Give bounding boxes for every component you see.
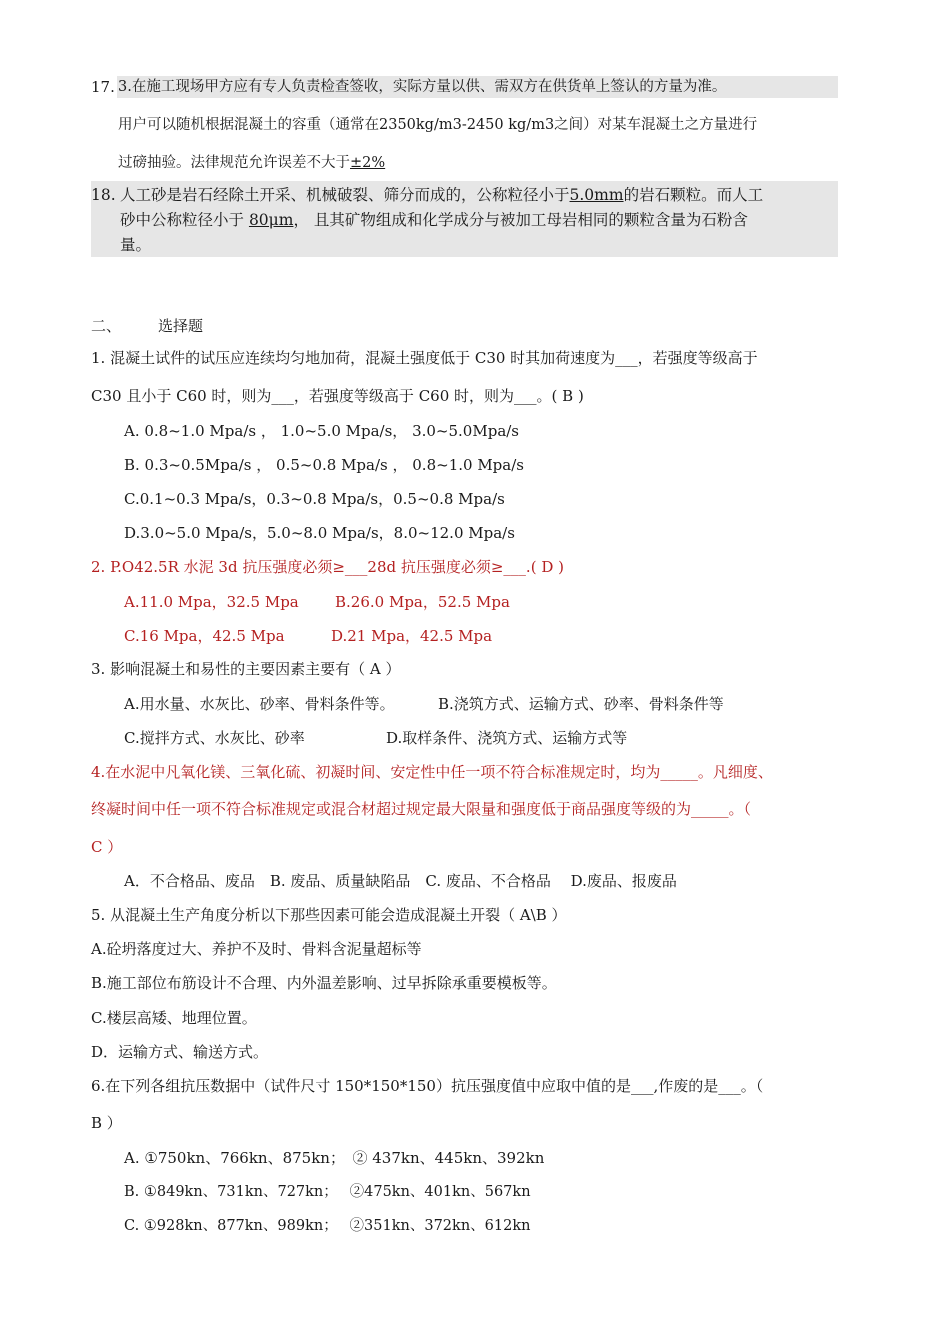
q5-line1: 5. 从混凝土生产角度分析以下那些因素可能会造成混凝土开裂（ A\B ） bbox=[91, 906, 567, 924]
q4-line3: C ） bbox=[91, 838, 123, 856]
q2-option-c: C.16 Mpa，42.5 Mpa bbox=[124, 627, 285, 645]
q1-line2: C30 且小于 C60 时，则为___，若强度等级高于 C60 时，则为___。( B ) bbox=[91, 387, 584, 405]
q18-line1-text: 人工砂是岩石经除土开采、机械破裂、筛分而成的，公称粒径小于 bbox=[120, 186, 570, 204]
q5-option-a: A.砼坍落度过大、养护不及时、骨料含泥量超标等 bbox=[91, 940, 422, 958]
q6-option-a: A. ①750kn、766kn、875kn； ② 437kn、445kn、392kn bbox=[124, 1149, 545, 1167]
q1-option-c: C.0.1~0.3 Mpa/s，0.3~0.8 Mpa/s，0.5~0.8 Mpa/s bbox=[124, 490, 505, 508]
q17-line3 bbox=[118, 152, 385, 174]
q4-line1: 4.在水泥中凡氧化镁、三氧化硫、初凝时间、安定性中任一项不符合标准规定时，均为_____。凡细度、 bbox=[91, 763, 773, 781]
q2-option-a: A.11.0 Mpa，32.5 Mpa bbox=[124, 593, 299, 611]
section2-title: 选择题 bbox=[158, 317, 204, 335]
q4-line2: 终凝时间中任一项不符合标准规定或混合材超过规定最大限量和强度低于商品强度等级的为_____。（ bbox=[91, 800, 752, 818]
q1-line1: 1. 混凝土试件的试压应连续均匀地加荷，混凝土强度低于 C30 时其加荷速度为___，若强度等级高于 bbox=[91, 349, 758, 367]
q6-option-c: C. ①928kn、877kn、989kn； ②351kn、372kn、612kn bbox=[124, 1218, 531, 1234]
q5-option-b: B.施工部位布筋设计不合理、内外温差影响、过早拆除承重要模板等。 bbox=[91, 974, 557, 992]
q2-option-d: D.21 Mpa，42.5 Mpa bbox=[331, 627, 493, 645]
q18-number: 18. bbox=[91, 186, 116, 204]
q17-line1: 3.在施工现场甲方应有专人负责检查签收，实际方量以供、需双方在供货单上签认的方量为准。 bbox=[118, 79, 727, 95]
q18-line3: 量。 bbox=[120, 236, 152, 254]
q1-option-b: B. 0.3~0.5Mpa/s ， 0.5~0.8 Mpa/s ， 0.8~1.0 Mpa/s bbox=[124, 456, 524, 474]
q3-option-b: B.浇筑方式、运输方式、砂率、骨料条件等 bbox=[438, 695, 724, 713]
q2-line1: 2. P.O42.5R 水泥 3d 抗压强度必须≥___28d 抗压强度必须≥___.( D ) bbox=[91, 558, 564, 576]
q17-number: 17. bbox=[91, 78, 115, 96]
q5-option-d: D．运输方式、输送方式。 bbox=[91, 1043, 269, 1061]
q6-option-b: B. ①849kn、731kn、727kn； ②475kn、401kn、567kn bbox=[124, 1184, 531, 1200]
q2-option-b: B.26.0 Mpa，52.5 Mpa bbox=[335, 593, 510, 611]
q18-line1 bbox=[120, 184, 763, 206]
q17-answer: ±2% bbox=[350, 155, 386, 171]
q18-line2 bbox=[120, 209, 748, 231]
q3-line1: 3. 影响混凝土和易性的主要因素主要有（ A ） bbox=[91, 660, 401, 678]
q17-line3-text: 过磅抽验。法律规范允许误差不大于 bbox=[118, 155, 350, 171]
q17-line2: 用户可以随机根据混凝土的容重（通常在2350kg/m3-2450 kg/m3之间）对某车混凝土之方量进行 bbox=[118, 117, 758, 133]
q1-option-d: D.3.0~5.0 Mpa/s，5.0~8.0 Mpa/s，8.0~12.0 Mpa/s bbox=[124, 524, 515, 542]
q18-line2-text: 砂中公称粒径小于 bbox=[120, 211, 249, 229]
q3-option-a: A.用水量、水灰比、砂率、骨料条件等。 bbox=[124, 695, 395, 713]
q3-option-d: D.取样条件、浇筑方式、运输方式等 bbox=[386, 729, 628, 747]
q1-option-a: A. 0.8~1.0 Mpa/s ， 1.0~5.0 Mpa/s， 3.0~5.0Mpa/s bbox=[124, 422, 520, 440]
q18-answer2: 80μm bbox=[248, 211, 294, 229]
q6-line1: 6.在下列各组抗压数据中（试件尺寸 150*150*150）抗压强度值中应取中值的是___,作废的是___。（ bbox=[91, 1077, 764, 1095]
section2-number: 二、 bbox=[91, 317, 122, 335]
q4-options: A．不合格品、废品 B. 废品、质量缺陷品 C. 废品、不合格品 D.废品、报废品 bbox=[124, 872, 677, 890]
q18-answer1: 5.0mm bbox=[569, 186, 624, 204]
q18-line2-post: ， 且其矿物组成和化学成分与被加工母岩相同的颗粒含量为石粉含 bbox=[293, 211, 748, 229]
q3-option-c: C.搅拌方式、水灰比、砂率 bbox=[124, 729, 305, 747]
q5-option-c: C.楼层高矮、地理位置。 bbox=[91, 1009, 257, 1027]
q6-line2: B ） bbox=[91, 1114, 122, 1132]
q18-line1-post: 的岩石颗粒。而人工 bbox=[623, 186, 764, 204]
